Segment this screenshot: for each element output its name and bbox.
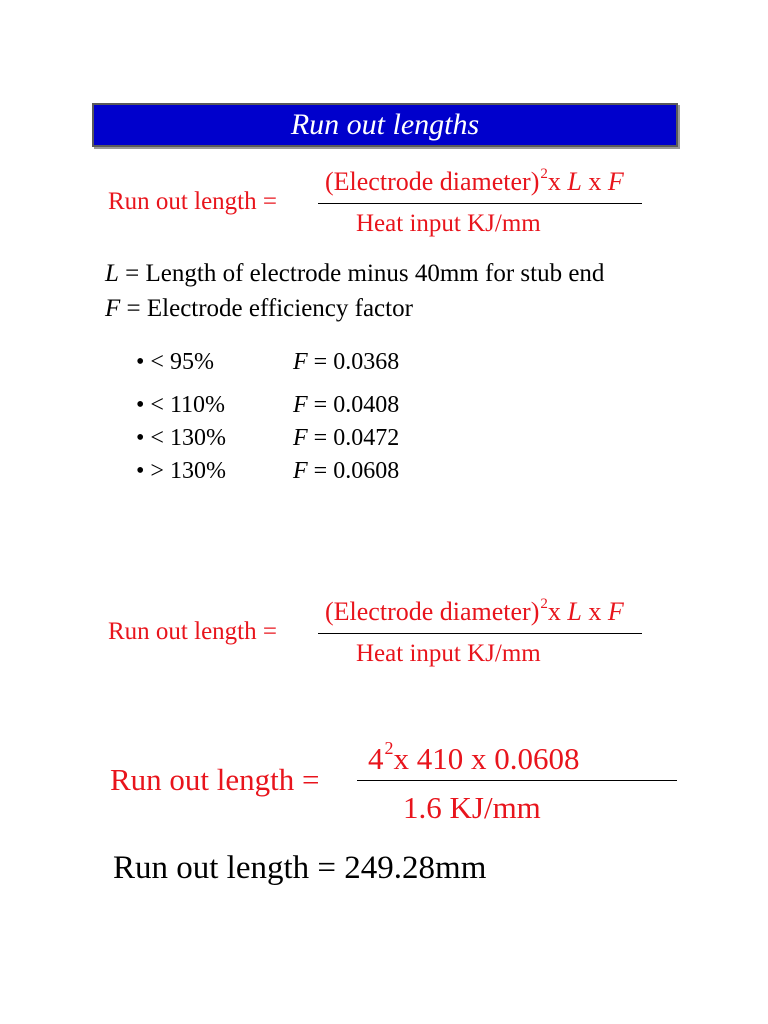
factor-value xyxy=(293,425,399,452)
factor-condition: < 95% xyxy=(150,349,214,375)
formula-2-numerator-main: (Electrode diameter) xyxy=(325,597,540,626)
formula-1-numerator xyxy=(325,167,624,197)
definition-f xyxy=(105,295,413,323)
bullet: • xyxy=(136,392,145,418)
formula-1-times-1: x xyxy=(547,167,561,196)
factor-value xyxy=(293,458,399,485)
worked-denominator: 1.6 KJ/mm xyxy=(403,790,541,825)
factor-var: F xyxy=(293,349,308,375)
factor-number: = 0.0608 xyxy=(313,458,400,484)
factor-condition: > 130% xyxy=(150,458,226,484)
factor-number: = 0.0472 xyxy=(313,425,400,451)
list-item xyxy=(136,458,226,485)
definition-l xyxy=(105,260,604,288)
factor-condition: < 130% xyxy=(150,425,226,451)
formula-2-exponent: 2 xyxy=(540,596,548,612)
factor-number: = 0.0408 xyxy=(313,392,400,418)
list-item xyxy=(136,349,214,376)
formula-2-var-l: L xyxy=(567,597,582,626)
formula-1-fraction-line xyxy=(318,203,642,204)
formula-1-numerator-main: (Electrode diameter) xyxy=(325,167,540,196)
factor-number: = 0.0368 xyxy=(313,349,400,375)
formula-2-numerator xyxy=(325,597,624,627)
formula-2-fraction-line xyxy=(318,633,642,634)
formula-2-var-f: F xyxy=(607,597,624,626)
factor-value xyxy=(293,392,399,419)
worked-base: 4 xyxy=(368,741,384,776)
bullet: • xyxy=(136,349,145,375)
definition-l-var: L xyxy=(105,260,119,287)
factor-condition: < 110% xyxy=(150,392,226,418)
worked-fraction-line xyxy=(357,780,677,781)
factor-var: F xyxy=(293,458,308,484)
page-title: Run out lengths xyxy=(290,108,480,141)
formula-1-var-f: F xyxy=(607,167,624,196)
formula-1-exponent: 2 xyxy=(540,166,548,182)
formula-2-times-2: x xyxy=(588,597,602,626)
worked-label: Run out length = xyxy=(110,762,320,797)
formula-2-label: Run out length = xyxy=(108,618,277,645)
definition-f-text: = Electrode efficiency factor xyxy=(126,295,413,322)
definition-l-text: = Length of electrode minus 40mm for stub end xyxy=(125,260,605,287)
factor-var: F xyxy=(293,392,308,418)
definition-f-var: F xyxy=(105,295,121,322)
bullet: • xyxy=(136,458,145,484)
worked-numerator xyxy=(368,738,580,777)
formula-1-label: Run out length = xyxy=(108,188,277,215)
worked-rest: x 410 x 0.0608 xyxy=(393,741,580,776)
formula-1-var-l: L xyxy=(567,167,582,196)
result: Run out length = 249.28mm xyxy=(113,850,487,886)
formula-2-times-1: x xyxy=(547,597,561,626)
factor-value xyxy=(293,349,399,376)
factor-var: F xyxy=(293,425,308,451)
formula-1-denominator: Heat input KJ/mm xyxy=(356,210,541,237)
list-item xyxy=(136,392,225,419)
formula-2-denominator: Heat input KJ/mm xyxy=(356,640,541,667)
list-item xyxy=(136,425,226,452)
worked-exponent: 2 xyxy=(384,738,394,758)
bullet: • xyxy=(136,425,145,451)
formula-1-times-2: x xyxy=(588,167,602,196)
title-bar xyxy=(92,103,678,147)
